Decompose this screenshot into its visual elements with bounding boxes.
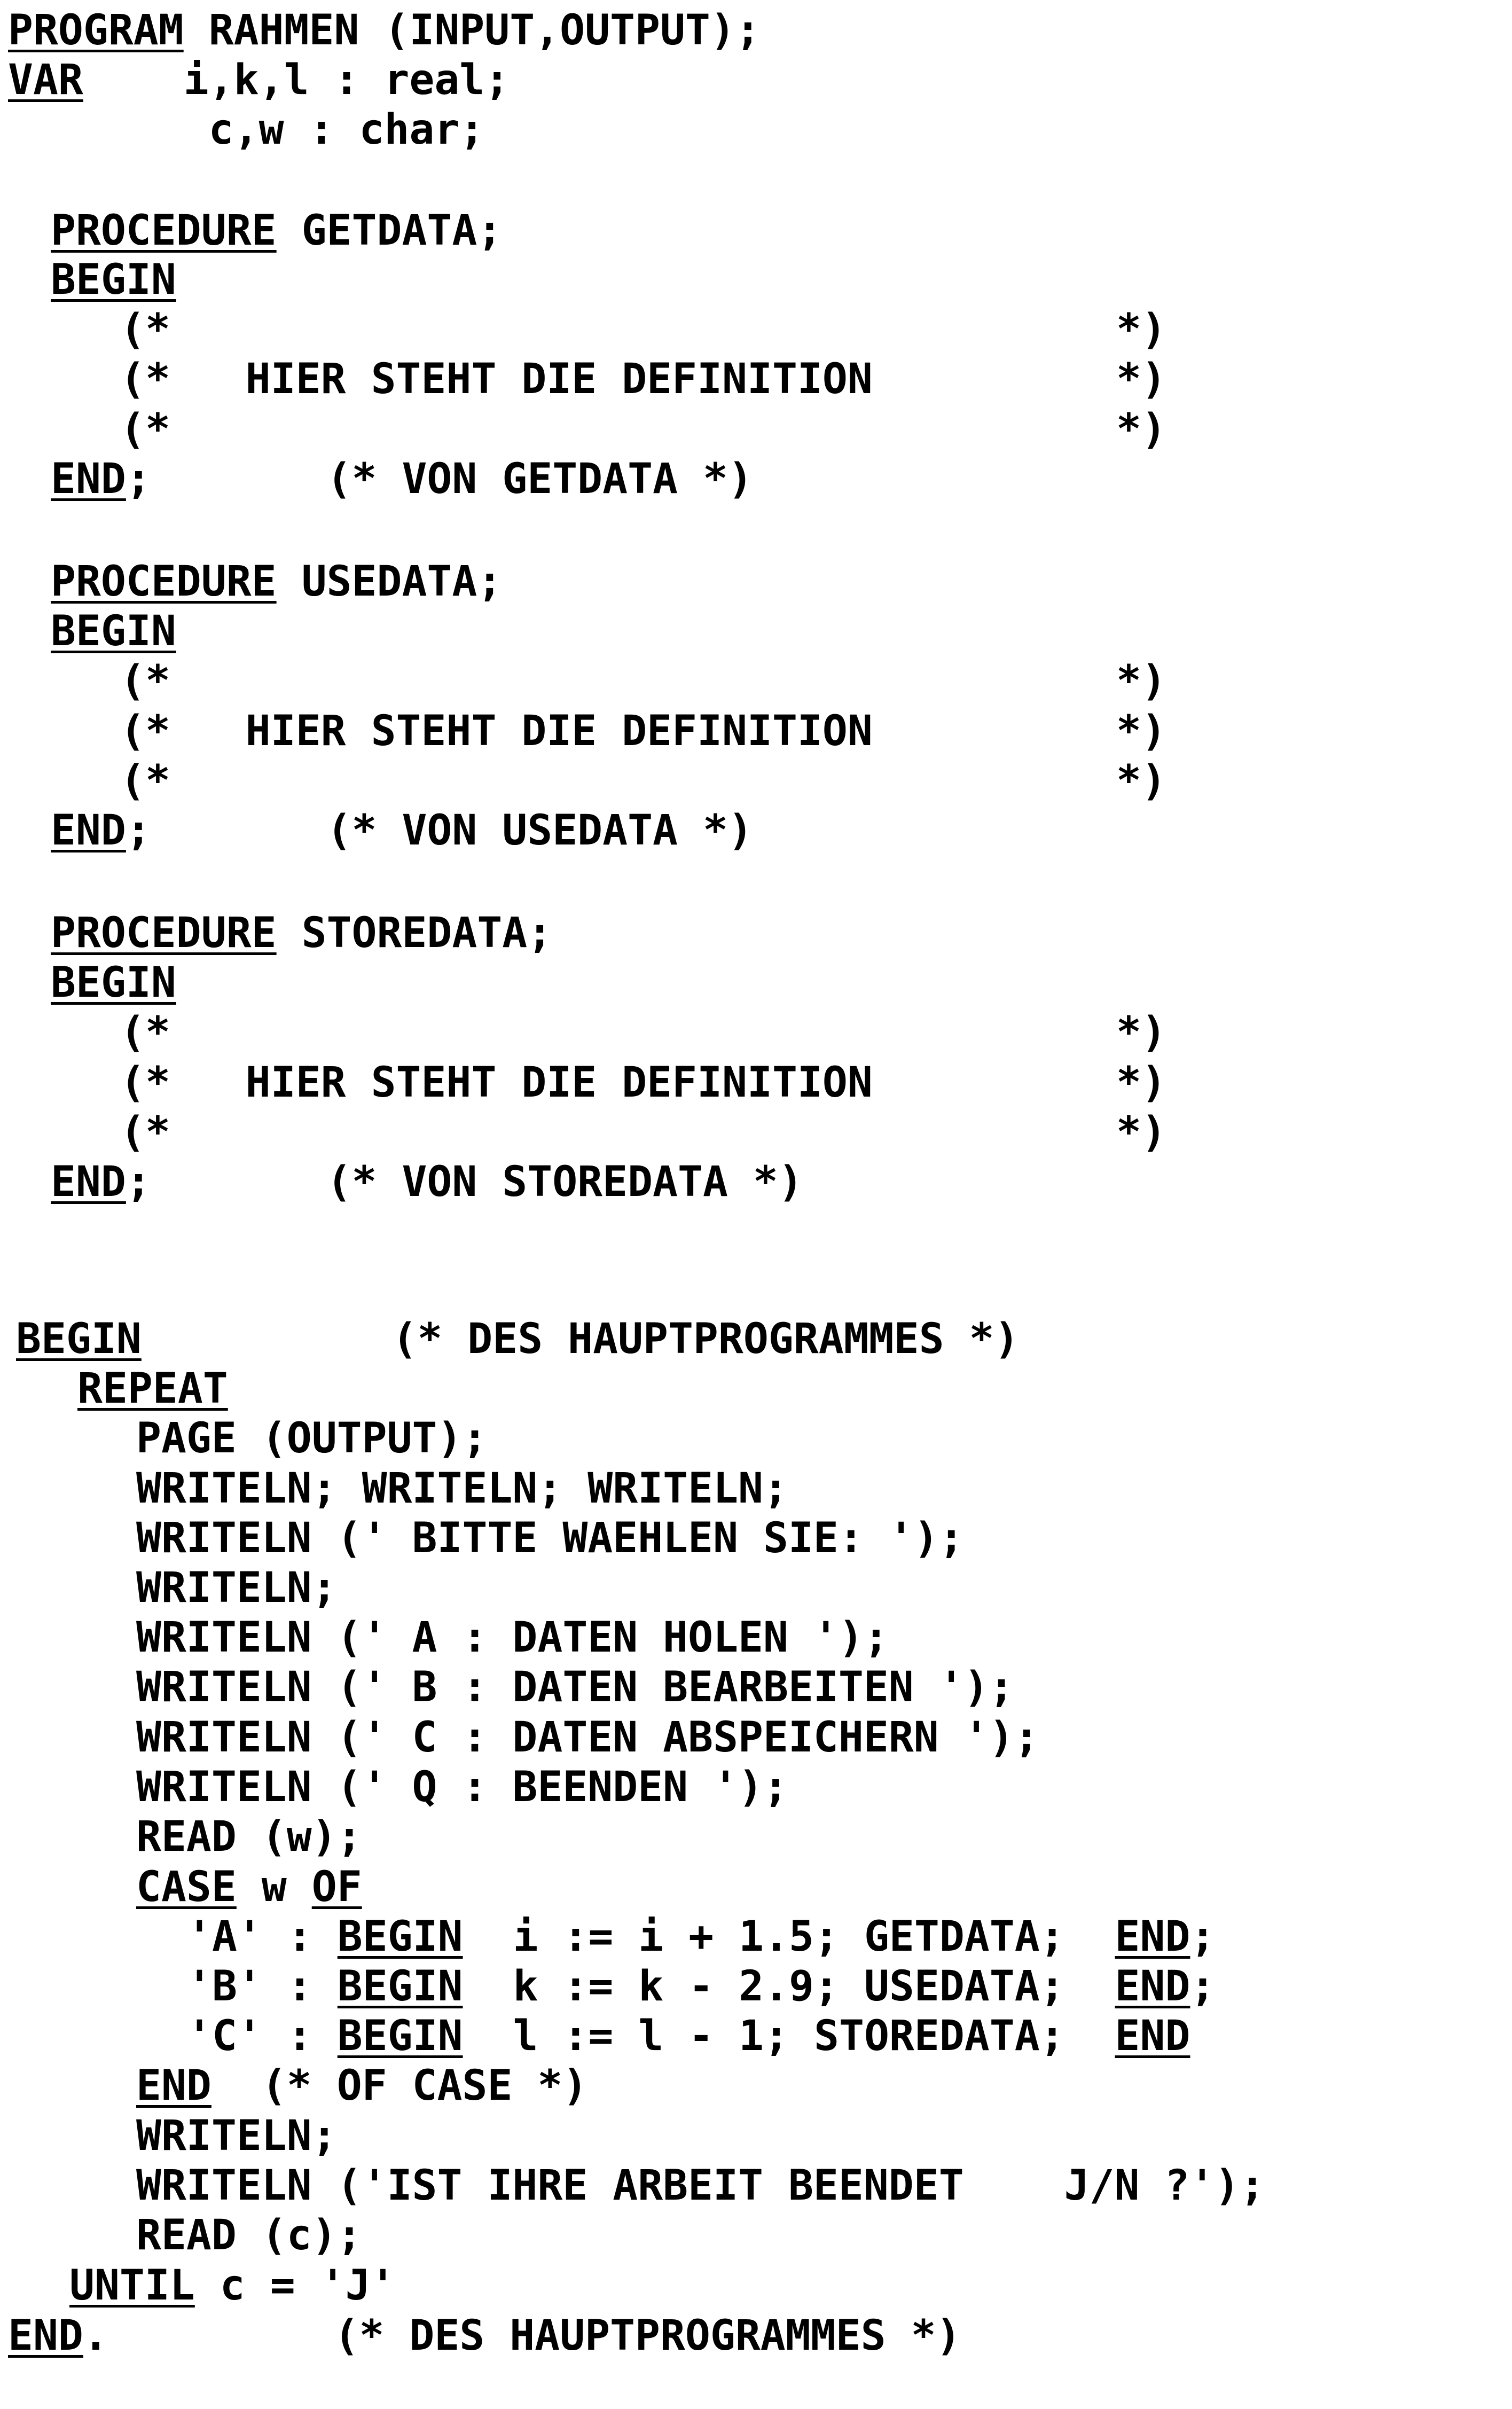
- keyword: PROGRAM: [8, 6, 184, 54]
- keyword: REPEAT: [77, 1365, 228, 1413]
- comment-open: (*: [120, 1008, 170, 1057]
- end-line: [51, 805, 753, 856]
- keyword: BEGIN: [337, 2012, 463, 2060]
- code-text: i,k,l : real;: [83, 56, 510, 104]
- comment-close: *): [1116, 1008, 1166, 1057]
- code-text: w: [236, 1863, 312, 1911]
- comment-close: *): [1116, 306, 1166, 354]
- keyword: BEGIN: [51, 256, 176, 304]
- keyword: BEGIN: [16, 1315, 142, 1363]
- keyword: BEGIN: [337, 1913, 463, 1961]
- code-text: k := k - 2.9; USEDATA;: [463, 1962, 1115, 2011]
- case-line: [136, 1862, 362, 1912]
- var-line: [8, 55, 510, 105]
- keyword: CASE: [136, 1863, 237, 1911]
- keyword: END: [1115, 1962, 1190, 2011]
- procedure-header: [51, 206, 502, 256]
- keyword: VAR: [8, 56, 83, 104]
- keyword: END: [1115, 2012, 1190, 2060]
- case-label: 'A' :: [187, 1913, 338, 1961]
- keyword: END: [8, 2312, 83, 2360]
- code-line: WRITELN ('IST IHRE ARBEIT BEENDET J/N ?');: [136, 2162, 1265, 2210]
- case-branch: [187, 2011, 1190, 2061]
- program-line: [8, 5, 761, 56]
- code-text: ;: [1190, 1962, 1216, 2011]
- comment-close: *): [1116, 1059, 1166, 1107]
- begin-line: [51, 606, 176, 656]
- code-text: (* DES HAUPTPROGRAMMES *): [141, 1315, 1020, 1363]
- case-label: 'C' :: [187, 2012, 338, 2060]
- case-label: 'B' :: [187, 1962, 338, 2011]
- var-line: [8, 105, 484, 155]
- comment-close: *): [1116, 707, 1166, 755]
- code-text: c,w : char;: [8, 106, 485, 154]
- code-line: WRITELN;: [136, 1564, 337, 1612]
- keyword: END: [1115, 1913, 1190, 1961]
- code-line: WRITELN (' B : DATEN BEARBEITEN ');: [136, 1663, 1014, 1711]
- keyword: PROCEDURE: [51, 558, 277, 606]
- code-line: READ (c);: [136, 2211, 362, 2259]
- comment-close: *): [1116, 355, 1166, 403]
- comment-open: (* HIER STEHT DIE DEFINITION: [120, 355, 873, 403]
- case-branch: [187, 1961, 1215, 2012]
- end-line: [51, 454, 753, 504]
- comment-open: (*: [120, 306, 170, 354]
- keyword: END: [51, 807, 126, 855]
- keyword: BEGIN: [51, 607, 176, 655]
- code-line: READ (w);: [136, 1813, 362, 1861]
- procedure-header: [51, 908, 552, 958]
- keyword: OF: [311, 1863, 362, 1911]
- code-line: WRITELN (' Q : BEENDEN ');: [136, 1763, 788, 1811]
- code-line: WRITELN; WRITELN; WRITELN;: [136, 1465, 788, 1513]
- code-text: RAHMEN (INPUT,OUTPUT);: [183, 6, 761, 54]
- code-line: WRITELN (' A : DATEN HOLEN ');: [136, 1614, 889, 1662]
- keyword: END: [51, 455, 126, 503]
- comment-close: *): [1116, 1108, 1166, 1156]
- main-end-line: [8, 2311, 961, 2361]
- code-line: WRITELN;: [136, 2112, 337, 2160]
- comment-open: (*: [120, 1108, 170, 1156]
- code-text: USEDATA;: [276, 558, 503, 606]
- code-text: ; (* VON GETDATA *): [126, 455, 753, 503]
- repeat-line: [77, 1364, 228, 1414]
- code-text: (* OF CASE *): [211, 2062, 588, 2110]
- keyword: PROCEDURE: [51, 909, 277, 957]
- comment-open: (*: [120, 757, 170, 805]
- until-line: [69, 2261, 396, 2311]
- end-line: [51, 1157, 803, 1207]
- code-text: STOREDATA;: [276, 909, 553, 957]
- code-line: WRITELN (' C : DATEN ABSPEICHERN ');: [136, 1714, 1039, 1762]
- code-text: . (* DES HAUPTPROGRAMMES *): [83, 2312, 961, 2360]
- comment-close: *): [1116, 657, 1166, 705]
- code-text: ; (* VON USEDATA *): [126, 807, 753, 855]
- code-line: PAGE (OUTPUT);: [136, 1414, 488, 1462]
- case-branch: [187, 1912, 1215, 1962]
- main-begin-line: [16, 1314, 1019, 1364]
- keyword: BEGIN: [337, 1962, 463, 2011]
- code-text: l := l - 1; STOREDATA;: [463, 2012, 1115, 2060]
- comment-close: *): [1116, 757, 1166, 805]
- comment-close: *): [1116, 405, 1166, 453]
- code-line: WRITELN (' BITTE WAEHLEN SIE: ');: [136, 1514, 964, 1562]
- code-text: ;: [1190, 1913, 1216, 1961]
- comment-open: (*: [120, 657, 170, 705]
- keyword: END: [136, 2062, 211, 2110]
- keyword: BEGIN: [51, 959, 176, 1007]
- comment-open: (*: [120, 405, 170, 453]
- procedure-header: [51, 557, 502, 607]
- keyword: END: [51, 1158, 126, 1206]
- code-text: c = 'J': [194, 2262, 396, 2310]
- begin-line: [51, 958, 176, 1008]
- code-text: i := i + 1.5; GETDATA;: [463, 1913, 1115, 1961]
- case-end-line: [136, 2061, 587, 2111]
- code-text: ; (* VON STOREDATA *): [126, 1158, 803, 1206]
- keyword: PROCEDURE: [51, 207, 277, 255]
- comment-open: (* HIER STEHT DIE DEFINITION: [120, 707, 873, 755]
- keyword: UNTIL: [69, 2262, 195, 2310]
- code-text: GETDATA;: [276, 207, 503, 255]
- comment-open: (* HIER STEHT DIE DEFINITION: [120, 1059, 873, 1107]
- begin-line: [51, 255, 176, 305]
